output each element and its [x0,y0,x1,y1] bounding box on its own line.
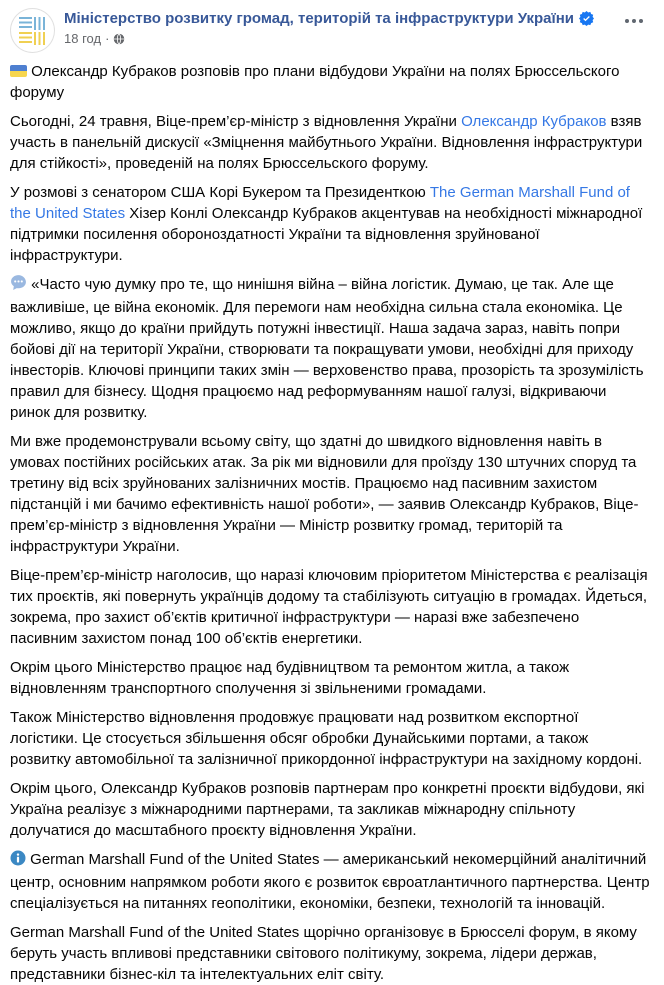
gmf-page-link[interactable]: The German Marshall Fund of the United States [10,184,630,222]
ukraine-flag-icon [10,65,27,77]
post-paragraph-headline [10,61,650,103]
paragraph-text: Також Міністерство відновлення продовжує працювати над розвитком експортної логістики. Це стосується збільшення обсяг обробки Дунайськими портами, а також розвитку автомобільної та залізничної прикордонної інфраструктури на західному кордоні. [10,709,643,768]
speech-balloon-icon [10,274,27,297]
page-avatar[interactable] [10,8,55,53]
post-timestamp[interactable]: 18 год [64,31,102,46]
header-text [64,8,594,46]
post-paragraph-quote [10,274,650,423]
paragraph-text: German Marshall Fund of the United States — американський некомерційний аналітичний центр, основним напрямком роботи якого є розвиток євроатлантичного партнерства. Центр спеціалізується на питаннях геополітики, економіки, безпеки, технологій та інновацій. [10,851,650,912]
post-paragraph [10,111,650,174]
post-paragraph [10,922,650,985]
post-paragraph [10,657,650,699]
paragraph-text: German Marshall Fund of the United States щорічно організовує в Брюсселі форум, в якому беруть участь впливові представники світового політикуму, зокрема, лідери держав, представники бізнес-кіл та інтелектуальних еліт світу. [10,924,637,983]
post-paragraph [10,182,650,266]
info-icon [10,850,26,872]
more-options-icon [624,18,644,24]
post-paragraph [10,778,650,841]
post-meta [64,31,594,46]
post-paragraph [10,707,650,770]
page-name-link[interactable]: Міністерство розвитку громад, територій та інфраструктури України [64,10,574,27]
post-paragraph [10,431,650,557]
kubrakov-profile-link[interactable]: Олександр Кубраков [461,113,607,130]
paragraph-text: «Часто чую думку про те, що нинішня війна – війна логістик. Думаю, це так. Але ще важливіше, це війна економік. Для перемоги нам необхідна сильна стала економіка. Це можливо, якщо до країни прийдуть потужні інвестиції. Наша задача зараз, навіть попри бойові дії на території України, створювати та покращувати умови, необхідні для приходу інвесторів. Ключові принципи таких змін — верховенство права, прозорість та зрозумілість правил для бізнесу. Щодня працюємо над реформуванням нашої галузі, відкриваючи ринок для розвитку. [10,276,644,421]
post-body [0,55,664,985]
paragraph-text: Хізер Конлі Олександр Кубраков акцентував на необхідності міжнародної підтримки посилення обороноздатності України та відновлення зруйнованої інфраструктури. [10,205,643,264]
post-options-button[interactable] [620,8,648,34]
paragraph-text: Окрім цього Міністерство працює над будівництвом та ремонтом житла, а також відновленням транспортного сполучення зі звільненими громадами. [10,659,570,697]
paragraph-text: взяв участь в панельній дискусії «Зміцнення майбутнього України. Відновлення інфраструктури для стійкості», проведеній на полях Брюссельского форуму. [10,113,643,172]
post-paragraph [10,565,650,649]
paragraph-text: У розмові з сенатором США Корі Букером та Президенткою [10,184,430,201]
meta-separator: · [105,31,110,46]
paragraph-text: Ми вже продемонстрували всьому світу, що здатні до швидкого відновлення навіть в умовах постійних російських атак. За рік ми відновили для проїзду 130 штучних споруд та третину від всіх зруйнованих залізничних мостів. Працюємо над пасивним захистом підстанцій і ми бачимо ефективність нашої роботи», — заявив Олександр Кубраков, Віце-прем’єр-міністр з відновлення України — Міністр розвитку громад, територій та інфраструктури України. [10,433,639,555]
paragraph-text: Олександр Кубраков розповів про плани відбудови України на полях Брюссельского форуму [10,63,620,101]
paragraph-text: Віце-прем’єр-міністр наголосив, що наразі ключовим пріоритетом Міністерства є реалізація тих проєктів, які повернуть українців додому та стабілізують ситуацію в громадах. Йдеться, зокрема, про захист об’єктів критичної інфраструктури — наразі вже забезпечено пасивним захистом понад 100 об’єктів енергетики. [10,567,648,647]
ministry-logo-icon [19,17,47,45]
globe-icon [113,33,125,45]
verified-badge-icon [579,11,594,26]
paragraph-text: Сьогодні, 24 травня, Віце-прем’єр-міністр з відновлення України [10,113,462,130]
paragraph-text: Окрім цього, Олександр Кубраков розповів партнерам про конкретні проєкти відбудови, які Україна реалізує з міжнародними партнерами, та закликав міжнародну спільноту долучатися до масштабного проєкту відновлення України. [10,780,645,839]
post-header [0,0,664,55]
post-paragraph-note [10,849,650,914]
